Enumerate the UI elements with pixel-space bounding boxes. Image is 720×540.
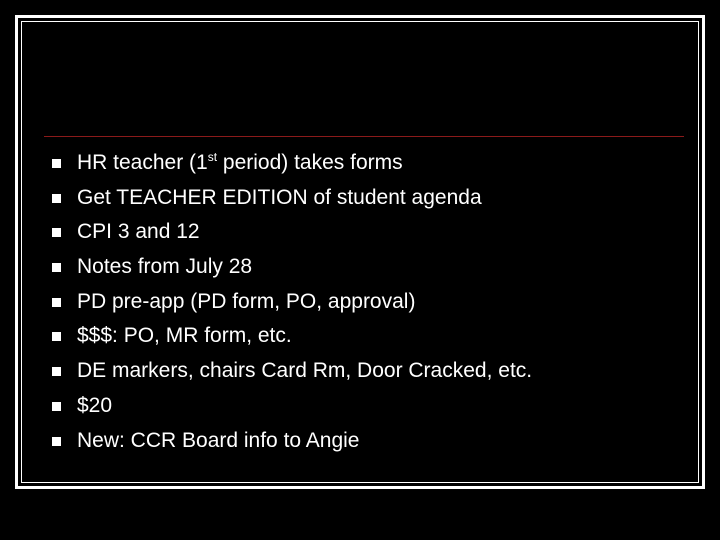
ordinal-superscript: st <box>207 150 218 164</box>
square-bullet-icon <box>52 367 61 376</box>
bullet-text: Get TEACHER EDITION of student agenda <box>77 185 482 209</box>
bullet-text <box>77 151 403 174</box>
title-divider-line <box>44 136 684 137</box>
bullet-text: CPI 3 and 12 <box>77 220 200 244</box>
bullet-item-pd-preapp <box>48 285 532 320</box>
bullet-item-twenty-dollars <box>48 389 532 424</box>
bullet-item-ccr-board <box>48 424 532 459</box>
square-bullet-icon <box>52 228 61 237</box>
bullet-text: DE markers, chairs Card Rm, Door Cracked, etc. <box>77 359 533 383</box>
bullet-item-notes <box>48 250 532 285</box>
bullet-text: Notes from July 28 <box>77 255 253 279</box>
bullet-item-de-markers <box>48 354 532 389</box>
square-bullet-icon <box>52 298 61 307</box>
square-bullet-icon <box>52 402 61 411</box>
bullet-text-part: HR teacher (1 <box>77 151 208 174</box>
square-bullet-icon <box>52 159 61 168</box>
bullet-item-money <box>48 319 532 354</box>
square-bullet-icon <box>52 263 61 272</box>
bullet-list <box>48 146 532 458</box>
bullet-text: $20 <box>77 393 113 417</box>
square-bullet-icon <box>52 332 61 341</box>
bullet-text: PD pre-app (PD form, PO, approval) <box>77 289 416 313</box>
bullet-text: New: CCR Board info to Angie <box>77 428 360 452</box>
bullet-item-homeroom-forms <box>48 146 532 181</box>
bullet-text: $$$: PO, MR form, etc. <box>77 324 292 348</box>
bullet-item-cpi <box>48 215 532 250</box>
bullet-text-part: period) takes forms <box>217 151 403 174</box>
bullet-item-teacher-edition <box>48 181 532 216</box>
square-bullet-icon <box>52 194 61 203</box>
square-bullet-icon <box>52 437 61 446</box>
